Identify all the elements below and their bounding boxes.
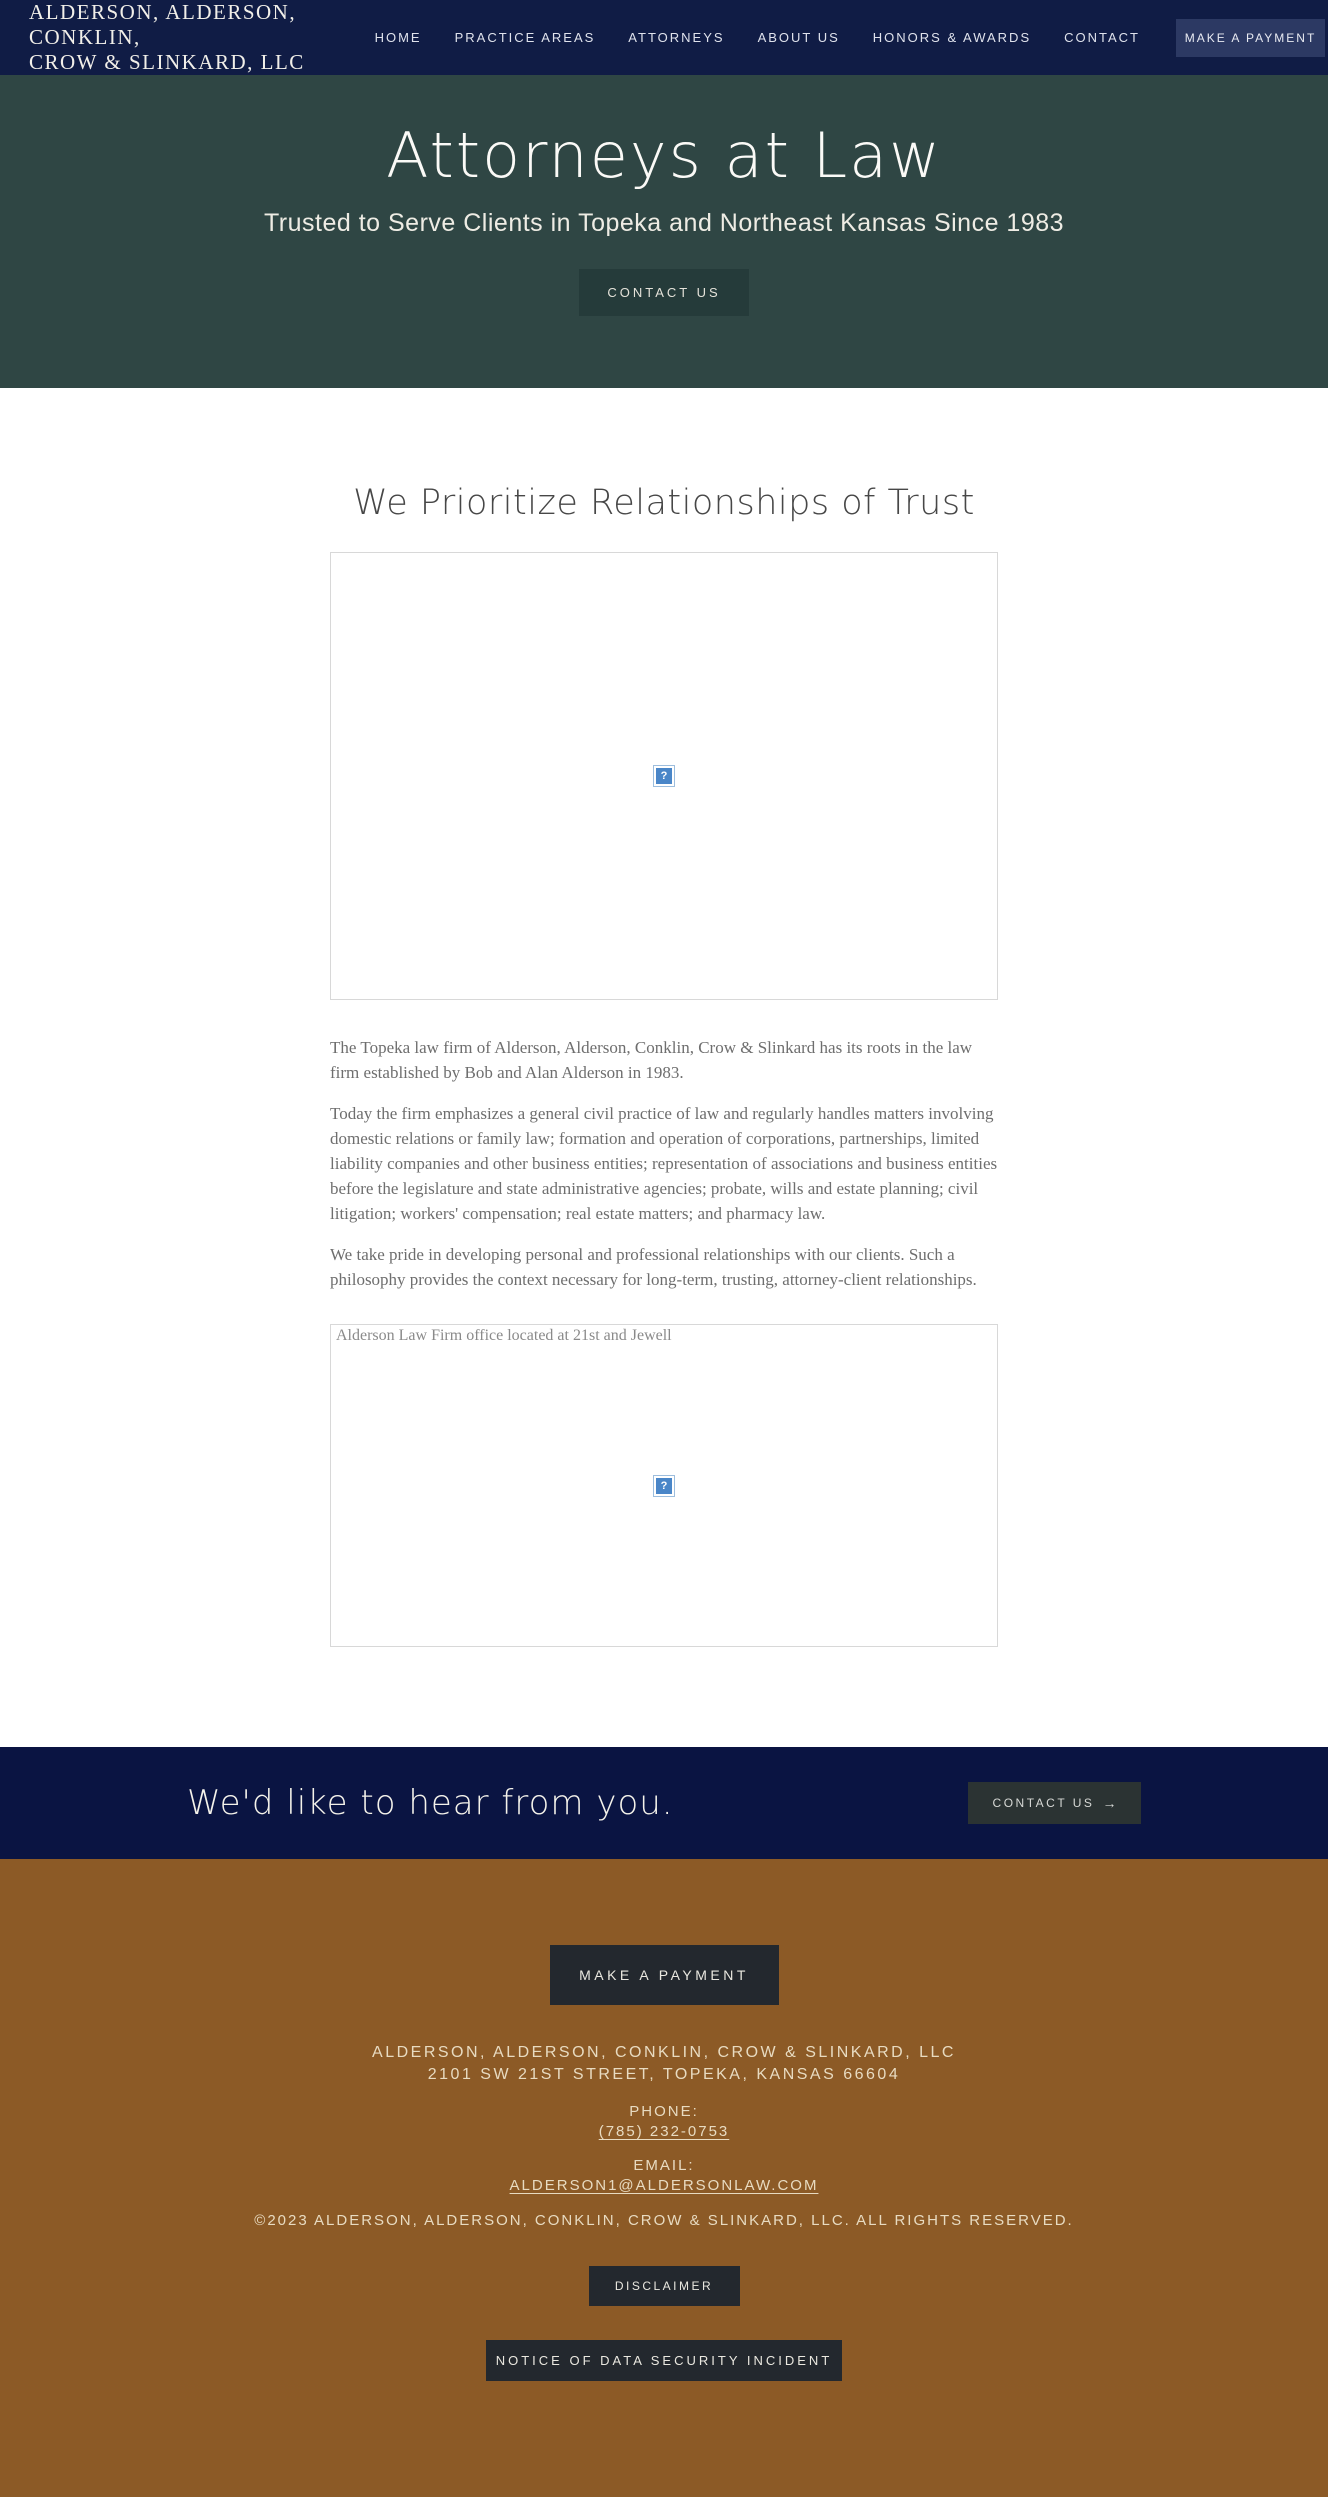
nav-item-honors-awards[interactable]: HONORS & AWARDS — [872, 30, 1032, 45]
nav-item-attorneys[interactable]: ATTORNEYS — [628, 30, 725, 45]
nav-item-home[interactable]: HOME — [374, 30, 422, 45]
contact-band-inner — [187, 1782, 1141, 1824]
nav-item-practice-areas[interactable]: PRACTICE AREAS — [454, 30, 596, 45]
footer-email-link[interactable]: ALDERSON1@ALDERSONLAW.COM — [509, 2177, 819, 2194]
broken-image-2 — [330, 1324, 998, 1647]
hero-subtitle: Trusted to Serve Clients in Topeka and Northeast Kansas Since 1983 — [263, 208, 1065, 237]
hero-title: Attorneys at Law — [386, 119, 942, 192]
right-arrow-icon: → — [1102, 1795, 1117, 1811]
paragraph-philosophy: We take pride in developing personal and professional relationships with our clients. Such a philosophy provides the context necessary for long-term, trusting, attorney-client relationships. — [330, 1245, 977, 1289]
question-mark-icon: ? — [656, 768, 672, 784]
band-contact-us-button[interactable] — [968, 1782, 1141, 1824]
footer-firm-name: ALDERSON, ALDERSON, CONKLIN, CROW & SLINKARD, LLC — [372, 2044, 956, 2061]
paragraph-practice: Today the firm emphasizes a general civil practice of law and regularly handles matters involving domestic relations or family law; formation and operation of corporations, partnerships, limited liability companies and other business entities; representation of associations and business entities before the legislature and state administrative agencies; probate, wills and estate planning; civil litigation; workers' compensation; real estate matters; and pharmacy law. — [330, 1104, 998, 1223]
nav-make-payment-button[interactable]: MAKE A PAYMENT — [1176, 19, 1325, 57]
image-alt-text: Alderson Law Firm office located at 21st and Jewell — [336, 1327, 672, 1344]
nav-item-contact[interactable]: CONTACT — [1064, 30, 1140, 45]
intro-paragraphs — [330, 1035, 998, 1292]
question-mark-icon: ? — [656, 1478, 672, 1494]
brand-line-2: CROW & SLINKARD, LLC — [29, 50, 305, 75]
hero-section — [0, 75, 1328, 388]
section-heading: We Prioritize Relationships of Trust — [353, 483, 975, 523]
main-content-section — [0, 388, 1328, 1747]
broken-image-icon — [653, 1475, 675, 1497]
content-column — [330, 552, 998, 1647]
footer — [0, 1859, 1328, 2497]
hero-contact-us-button[interactable]: CONTACT US — [579, 269, 749, 316]
paragraph-history: The Topeka law firm of Alderson, Alderson, Conklin, Crow & Slinkard has its roots in the law firm established by Bob and Alan Alderson in 1983. — [330, 1038, 973, 1082]
nav-item-about-us[interactable]: ABOUT US — [757, 30, 840, 45]
band-contact-us-label: CONTACT US — [992, 1796, 1095, 1810]
footer-firm-block — [372, 2042, 956, 2086]
footer-phone-label: PHONE: — [629, 2103, 699, 2120]
navbar — [0, 0, 1328, 75]
contact-band-heading: We'd like to hear from you. — [187, 1783, 674, 1823]
broken-image-icon — [653, 765, 675, 787]
data-security-notice-button[interactable]: NOTICE OF DATA SECURITY INCIDENT — [486, 2340, 842, 2381]
broken-image-1 — [330, 552, 998, 1000]
main-nav — [375, 30, 1140, 45]
footer-make-payment-button[interactable]: MAKE A PAYMENT — [550, 1945, 779, 2005]
footer-copyright: ©2023 ALDERSON, ALDERSON, CONKLIN, CROW & SLINKARD, LLC. ALL RIGHTS RESERVED. — [254, 2212, 1074, 2229]
footer-address: 2101 SW 21ST STREET, TOPEKA, KANSAS 66604 — [427, 2066, 901, 2083]
disclaimer-button[interactable]: DISCLAIMER — [589, 2266, 740, 2306]
contact-band — [0, 1747, 1328, 1859]
footer-phone-link[interactable]: (785) 232-0753 — [598, 2123, 730, 2140]
brand-line-1: ALDERSON, ALDERSON, CONKLIN, — [29, 0, 297, 49]
footer-email-label: EMAIL: — [633, 2157, 695, 2174]
brand-logo[interactable] — [29, 0, 375, 75]
